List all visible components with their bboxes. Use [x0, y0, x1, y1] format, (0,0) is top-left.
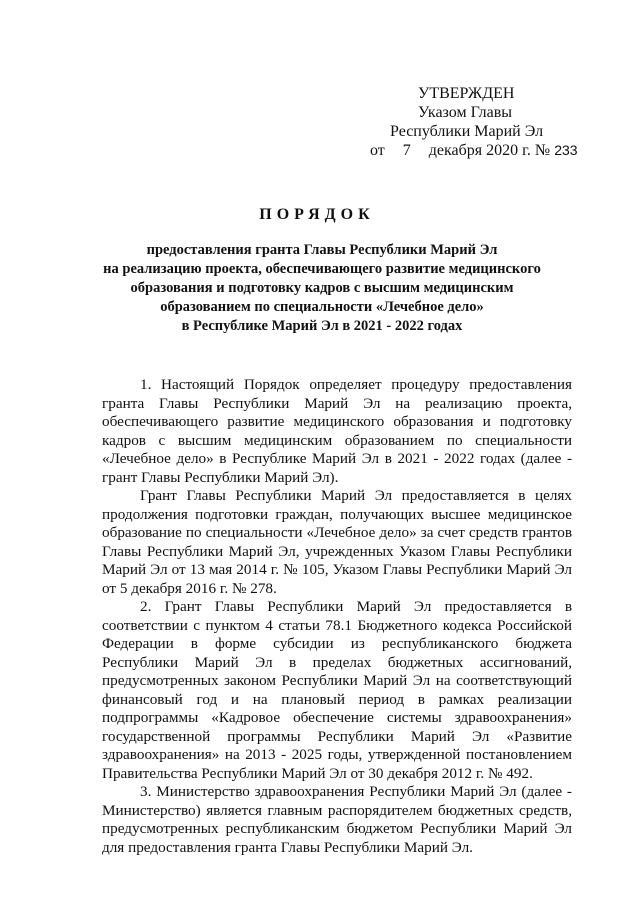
approval-date — [360, 141, 590, 160]
document-title: ПОРЯДОК — [259, 206, 375, 223]
subtitle-line: в Республике Марий Эл в 2021 - 2022 годах — [181, 318, 463, 334]
paragraph-1: 1. Настоящий Порядок определяет процедуру предоставления гранта Главы Республики Марий Эл на реализацию проекта, обеспечивающего развитие медицинского образования и подготовку кадров с высшим медицинским образованием по специальности «Лечебное дело» в Республике Марий Эл в 2021 - 2022 годах (далее - грант Главы Республики Марий Эл). — [102, 376, 572, 486]
approval-date-rest: декабря 2020 г. № — [428, 142, 551, 159]
paragraph-2: 2. Грант Главы Республики Марий Эл предоставляется в соответствии с пунктом 4 статьи 78.1 Бюджетного кодекса Российской Федерации в форме субсидии из республиканского бюджета Республики Марий Эл в пределах бюджетных ассигнований, предусмотренных законом Республики Марий Эл на соответствующий финансовый год и на плановый период в рамках реализации подпрограммы «Кадровое обеспечение системы здравоохранения» государственной программы Республики Марий Эл «Развитие здравоохранения» на 2013 - 2025 годы, утвержденной постановлением Правительства Республики Марий Эл от 30 декабря 2012 г. № 492. — [102, 598, 572, 782]
paragraph-1-continued: Грант Главы Республики Марий Эл предоставляется в целях продолжения подготовки граждан, получающих высшее медицинское образование по специальности «Лечебное дело» за счет средств грантов Главы Республики Марий Эл, учрежденных Указом Главы Республики Марий Эл от 13 мая 2014 г. № 105, Указом Главы Республики Марий Эл от 5 декабря 2016 г. № 278. — [102, 487, 572, 597]
subtitle-line: образования и подготовку кадров с высшим медицинским — [130, 280, 514, 296]
paragraph-3: 3. Министерство здравоохранения Республики Марий Эл (далее - Министерство) является главным распорядителем бюджетных средств, предусмотренных республиканским бюджетом Республики Марий Эл для предоставления гранта Главы Республики Марий Эл. — [102, 783, 572, 856]
approval-day: 7 — [402, 142, 411, 159]
approval-stamp — [360, 84, 590, 160]
subtitle-line: образованием по специальности «Лечебное дело» — [160, 299, 484, 315]
approval-heading: УТВЕРЖДЕН — [418, 85, 515, 102]
subtitle-line: на реализацию проекта, обеспечивающего развитие медицинского — [103, 261, 541, 277]
subtitle-line: предоставления гранта Главы Республики Марий Эл — [146, 242, 498, 258]
document-subtitle — [90, 241, 554, 336]
document-body — [102, 376, 572, 857]
approval-decree: Указом Главы — [418, 104, 513, 121]
approval-date-prefix: от — [370, 142, 385, 159]
approval-number: 233 — [554, 142, 578, 158]
approval-republic: Республики Марий Эл — [390, 123, 544, 140]
